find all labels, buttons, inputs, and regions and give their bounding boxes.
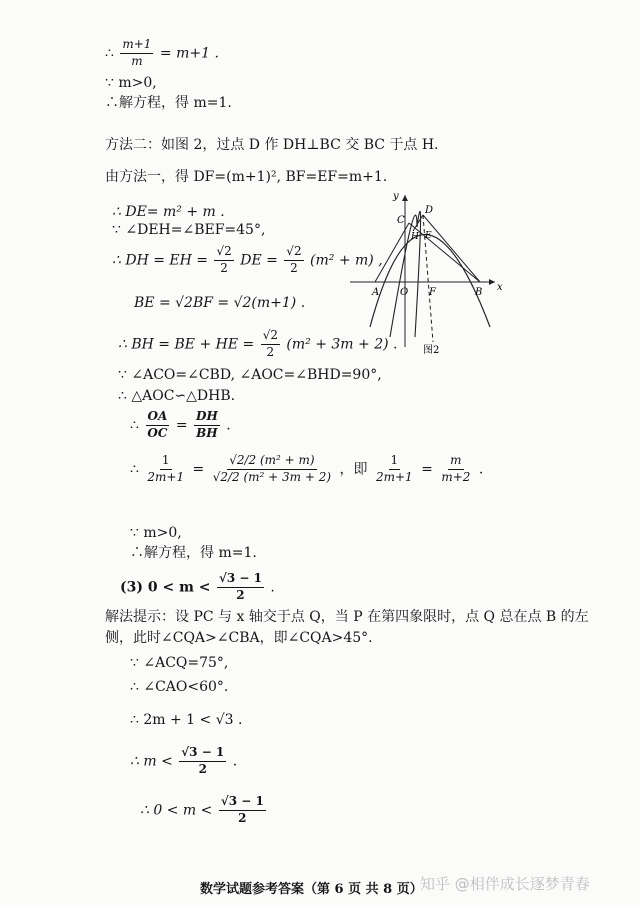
part3-answer: (3) 0 < m < $\frac{√3 - 1}{2}$ . xyxy=(120,571,275,602)
label-C: C xyxy=(397,215,405,226)
label-F: F xyxy=(429,287,436,298)
parabola-wide xyxy=(370,235,490,328)
method2-line6: ∴ BH = BE + HE = $\frac{√2}{2}$ (m² + 3m + 2) . xyxy=(118,328,398,359)
method2-line7: ∵ ∠ACO=∠CBD, ∠AOC=∠BHD=90°, xyxy=(118,367,382,383)
figure-caption: 图2 xyxy=(423,345,440,356)
method2-line9: ∴ $\frac{OA}{OC}$ = $\frac{DH}{BH}$ . xyxy=(130,409,231,440)
method2-line8: ∴ △AOC∽△DHB. xyxy=(118,388,236,404)
line-m-positive: ∵ m>0, xyxy=(105,75,157,91)
method2-line4: ∴ DH = EH = $\frac{√2}{2}$ DE = $\frac{√2}{2}$ (m² + m) , xyxy=(112,244,383,275)
x-axis-arrow-icon xyxy=(489,279,495,285)
label-D: D xyxy=(425,205,434,216)
method2-line11: ∵ m>0, xyxy=(130,525,182,541)
label-y: y xyxy=(393,191,399,202)
label-H: H xyxy=(411,232,419,242)
hint-step2: ∴ ∠CAO<60°. xyxy=(130,679,229,695)
line-m1-eq: ∴ $\frac{m+1}{m}$ = m+1 . xyxy=(105,37,219,68)
method2-line3: ∵ ∠DEH=∠BEF=45°, xyxy=(112,222,266,238)
method2-line12: ∴解方程，得 m=1. xyxy=(130,545,257,561)
hint-step5: ∴ 0 < m < $\frac{√3 - 1}{2}$ xyxy=(140,794,264,825)
method2-line10: ∴ $\frac{1}{2m+1}$ = $\frac{\text{√2/2 (m² + m)}}{\text{√2/2 (m² + 3m + 2)}}$ ，即 $\frac{1}{2m+1}$ = $\frac{m}{m+2}$ . xyxy=(130,453,484,484)
method2-line5: BE = √2BF = √2(m+1) . xyxy=(134,295,306,311)
hint-step3: ∴ 2m + 1 < √3 . xyxy=(130,712,243,728)
label-B: B xyxy=(475,287,483,298)
hint-line2: 侧，此时∠CQA>∠CBA，即∠CQA>45°. xyxy=(105,630,373,646)
method2-title: 方法二：如图 2，过点 D 作 DH⊥BC 交 BC 于点 H. xyxy=(105,137,439,153)
y-axis-arrow-icon xyxy=(402,195,408,201)
line-solve-1: ∴解方程，得 m=1. xyxy=(105,95,232,111)
method2-line2: ∴ DE= m² + m . xyxy=(112,204,225,220)
hint-step4: ∴ m < $\frac{√3 - 1}{2}$ . xyxy=(130,745,238,776)
hint-step1: ∵ ∠ACQ=75°, xyxy=(130,655,229,671)
label-x: x xyxy=(497,282,503,293)
figure-2 xyxy=(345,187,505,357)
label-A: A xyxy=(372,287,380,298)
line-DB xyxy=(423,215,480,282)
method2-line1: 由方法一，得 DF=(m+1)², BF=EF=m+1. xyxy=(105,169,388,185)
watermark: 知乎 @相伴成长逐梦青春 xyxy=(420,875,590,893)
page-footer: 数学试题参考答案（第 6 页 共 8 页） xyxy=(200,882,423,897)
line-AC xyxy=(375,223,409,282)
label-O: O xyxy=(400,287,409,298)
label-E: E xyxy=(425,231,432,241)
hint-line1: 解法提示：设 PC 与 x 轴交于点 Q，当 P 在第四象限时，点 Q 总在点 B 的左 xyxy=(105,609,589,625)
